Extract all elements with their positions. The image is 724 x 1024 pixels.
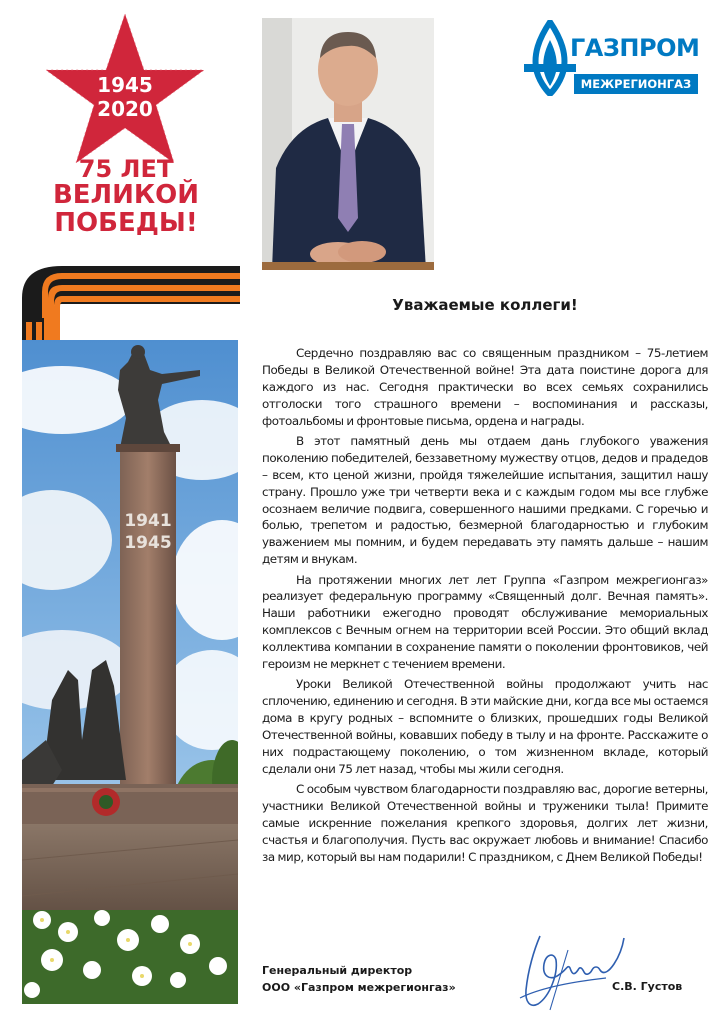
emblem-line-1: 75 ЛЕТ <box>78 155 174 183</box>
letter-paragraph-3: На протяжении многих лет лет Группа «Газпром межрегионгаз» реализует федеральную программу «Священный долг. Вечная память». Наши работники ежегодно проводят обслуживание мемориальных комплексов с Вечным огнем на территории всей России. Это общий вклад коллектива компании в сохранение памяти о поколении фронтовиков, чей героизм не меркнет с течением времени. <box>262 572 708 672</box>
director-portrait <box>262 18 434 270</box>
letter-greeting: Уважаемые коллеги! <box>392 296 578 314</box>
emblem-line-3: ПОБЕДЫ! <box>54 208 198 238</box>
inscription-1941: 1941 <box>124 511 172 531</box>
letter-paragraph-1: Сердечно поздравляю вас со священным праздником – 75-летием Победы в Великой Отечественной войне! Эта дата поистине дорога для каждого из нас. Сегодня практически во всех семьях сохранились отголоски того страшного времени – воспоминания и рассказы, фотоальбомы и фронтовые письма, ордена и награды. <box>262 346 708 428</box>
gas-flame-icon <box>524 20 576 96</box>
emblem-year-start: 1945 <box>97 73 153 97</box>
emblem-year-end: 2020 <box>97 97 153 121</box>
logo-name: ГАЗПРОМ <box>570 34 700 62</box>
memorial-photo <box>22 340 238 1004</box>
logo-subtitle: МЕЖРЕГИОНГАЗ <box>574 74 698 94</box>
inscription-1945: 1945 <box>124 533 172 553</box>
signatory-name: С.В. Густов <box>612 980 683 993</box>
victory-star-emblem <box>40 8 210 178</box>
letter-paragraph-4: Уроки Великой Отечественной войны продолжают учить нас сплочению, единению и сегодня. В эти майские дни, когда все мы остаемся дома в кругу родных – вспомните о близких, прошедших годы Великой Отечественной войны, ковавших победу в тылу и на фронте. Расскажите о них подрастающему поколению, о том жизненном вкладе, который сделали они 75 лет назад, чтобы мы жили сегодня. <box>262 677 708 776</box>
letter-body <box>262 345 708 869</box>
gazprom-logo <box>522 16 702 106</box>
signatory-company: ООО «Газпром межрегионгаз» <box>262 981 456 994</box>
emblem-line-2: ВЕЛИКОЙ <box>52 180 200 210</box>
letter-paragraph-2: В этот памятный день мы отдаем дань глубокого уважения поколению победителей, беззаветному мужеству отцов, дедов и прадедов – всем, кто ценой жизни, пройдя тяжелейшие испытания, защитил нашу страну. Прошло уже три четверти века и с каждым годом мы все глубже осознаем величие подвига, совершенного нашими предками. С горечью и болью, трепетом и радостью, безмерной благодарностью и глубоким уважением мы помним, и будем передавать эту память дальше – нашим детям и внукам. <box>262 433 708 567</box>
letter-paragraph-5: С особым чувством благодарности поздравляю вас, дорогие ветерны, участники Великой Отечественной войны и труженики тыла! Примите самые искренние пожелания крепкого здоровья, долгих лет жизни, счастья и благополучия. Пусть вас окружает любовь и внимание! Спасибо за мир, который вы нам подарили! С праздником, с Днем Великой Победы! <box>262 782 708 864</box>
memorial-photo-art <box>22 340 238 1004</box>
portrait-art <box>262 18 434 270</box>
signatory-position: Генеральный директор <box>262 964 413 977</box>
handwritten-signature <box>510 930 630 1012</box>
signatory-title <box>262 962 456 996</box>
